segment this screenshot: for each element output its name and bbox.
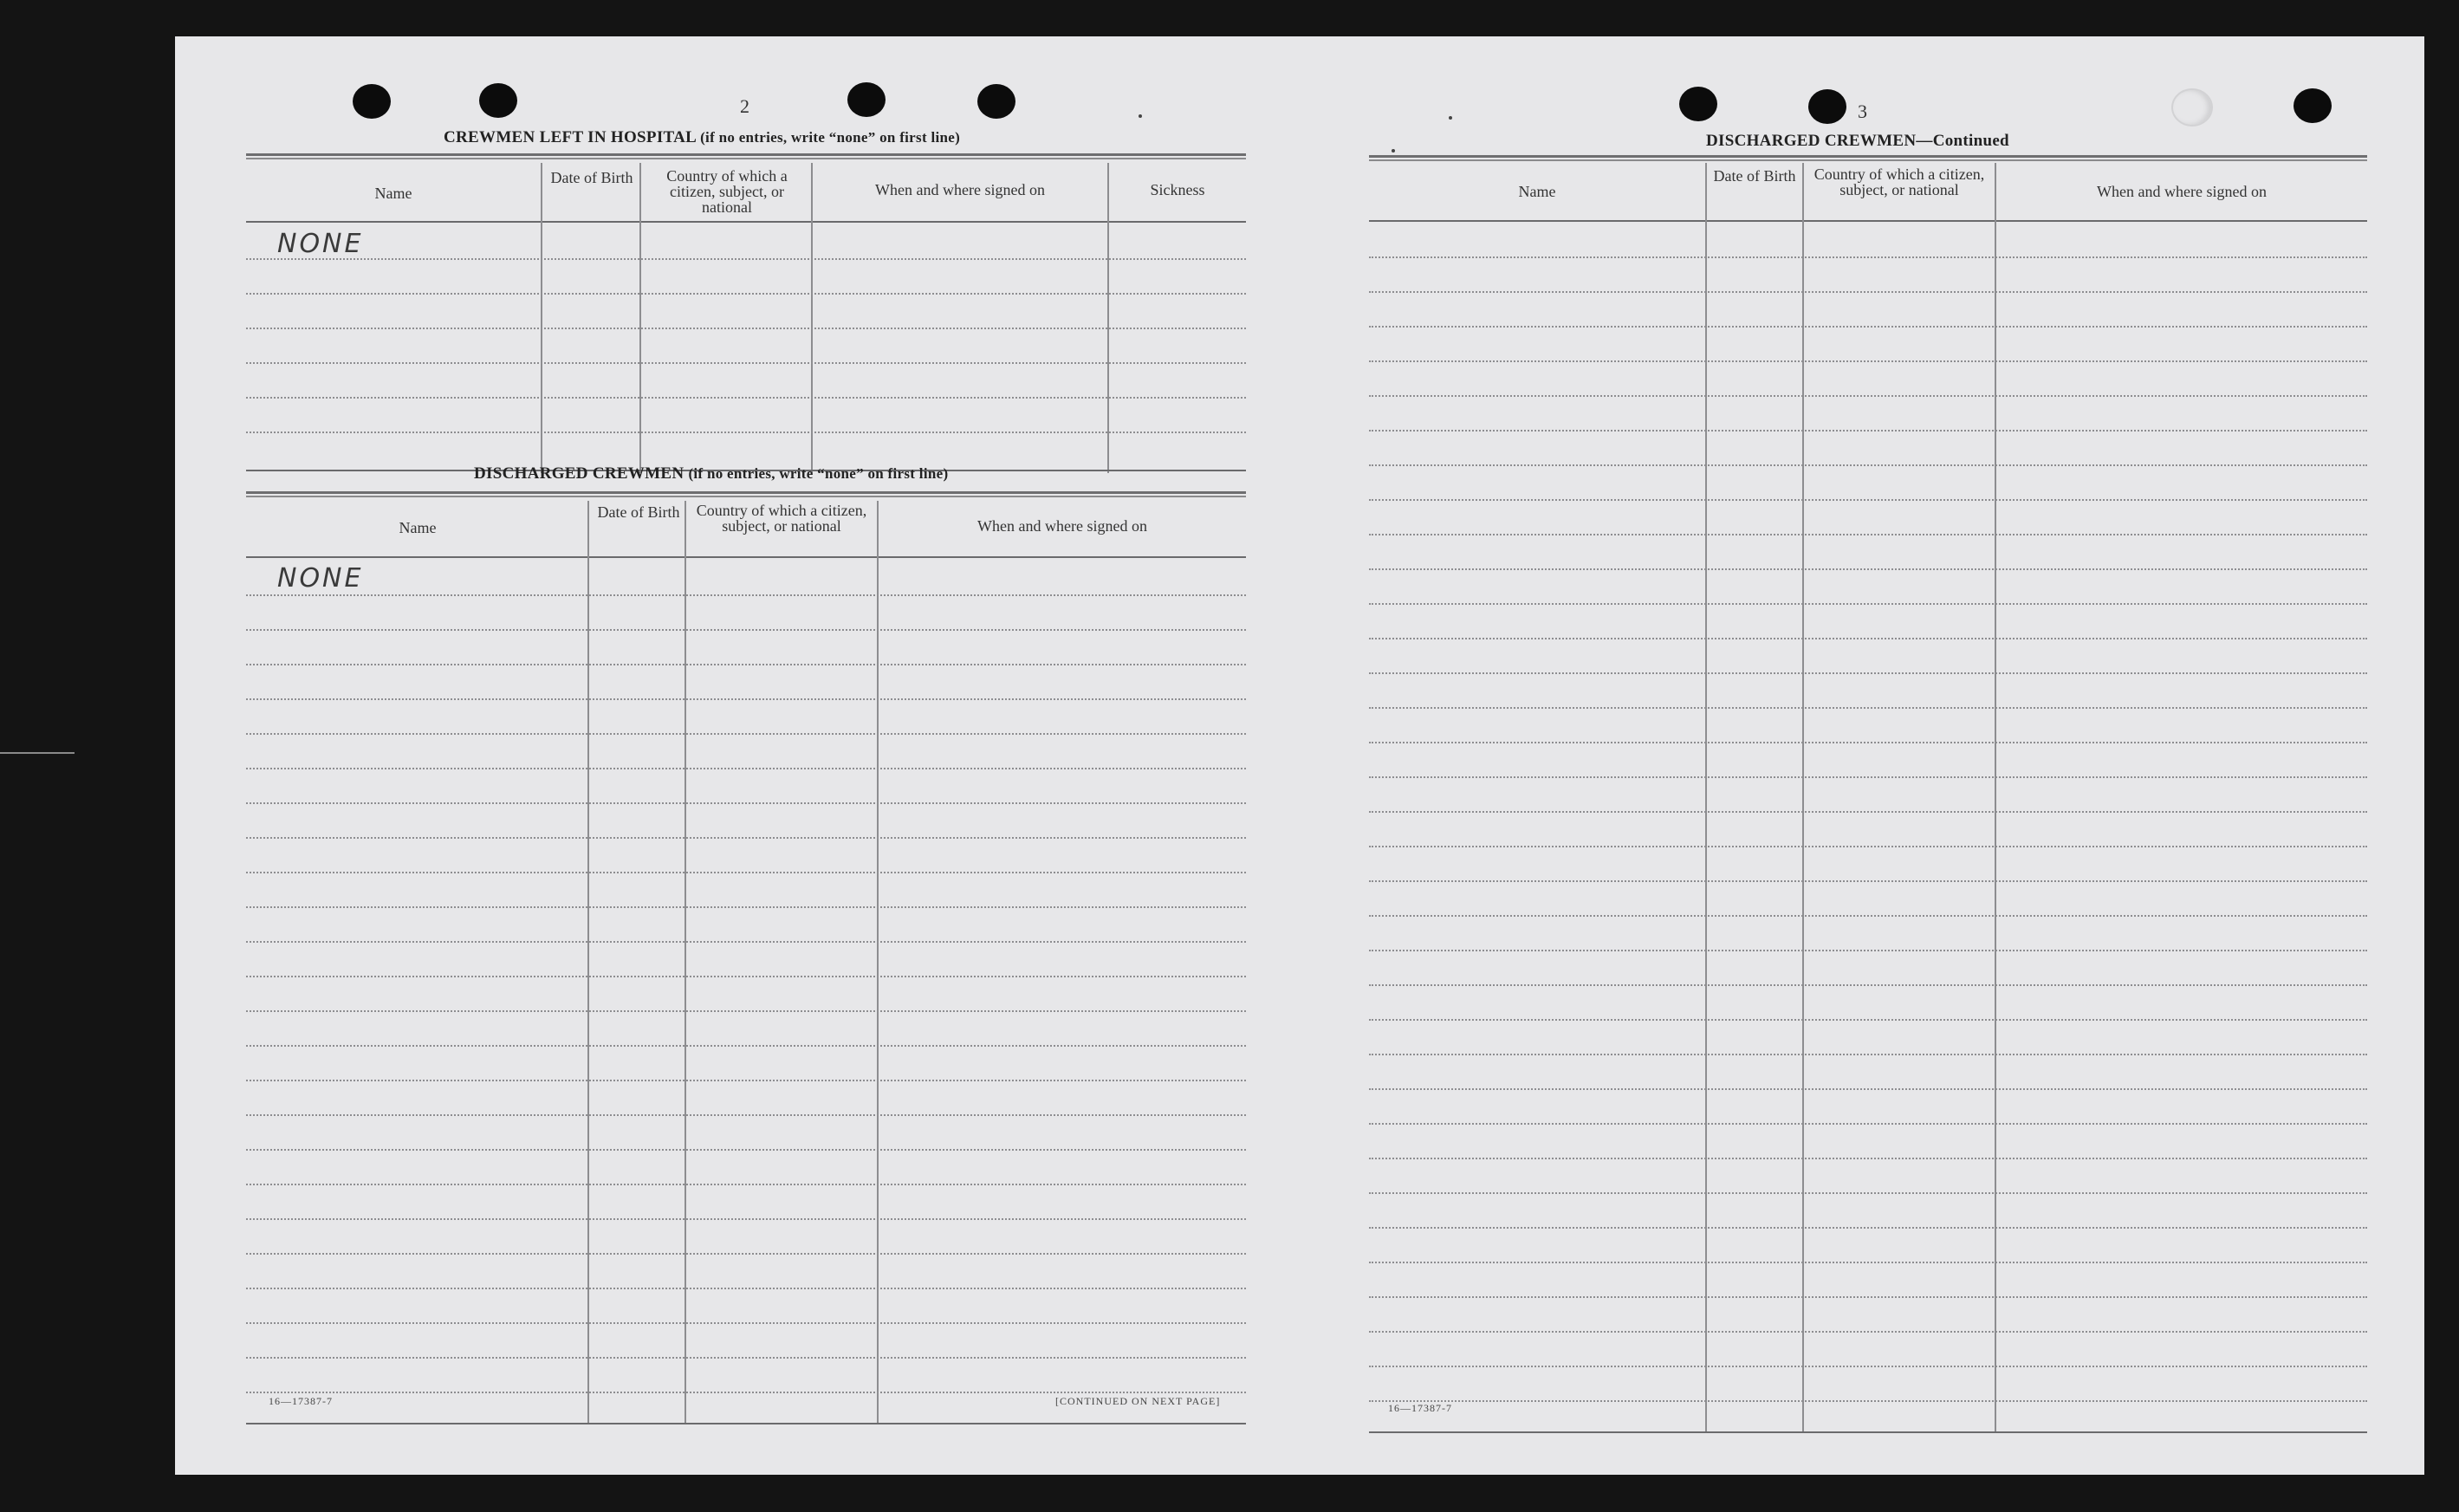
rule: [1369, 159, 2367, 161]
entry-line: [1369, 1296, 2367, 1298]
col-header-country: Country of which a citizen, subject, or national: [696, 502, 867, 535]
entry-line: [246, 258, 1246, 260]
entry-line: [1369, 880, 2367, 882]
form-number-left: 16—17387-7: [269, 1395, 333, 1407]
document-spread: [175, 36, 2424, 1475]
entry-line: [246, 802, 1246, 804]
discharged-instruction: (if no entries, write “none” on first line): [688, 465, 949, 482]
entry-line: [246, 837, 1246, 839]
discharged-title-text: DISCHARGED CREWMEN: [474, 464, 684, 483]
column-divider: [1107, 163, 1109, 473]
entry-line: [1369, 984, 2367, 986]
continued-note: [CONTINUED ON NEXT PAGE]: [1055, 1395, 1221, 1407]
punch-hole: [1808, 89, 1846, 124]
col-header-signed-on: When and where signed on: [977, 517, 1147, 535]
column-divider: [1995, 163, 1996, 1433]
punch-hole: [2171, 88, 2213, 127]
header-underline: [246, 221, 1246, 223]
entry-line: [1369, 1366, 2367, 1367]
header-underline: [1369, 220, 2367, 222]
col-header-sickness: Sickness: [1150, 181, 1205, 198]
entry-line: [1369, 534, 2367, 535]
column-divider: [639, 163, 641, 473]
entry-line: [1369, 1331, 2367, 1333]
entry-line: [246, 698, 1246, 700]
entry-line: [1369, 1088, 2367, 1090]
col-header-dob: Date of Birth: [550, 169, 633, 186]
entry-line: [1369, 776, 2367, 778]
hospital-section-title: [444, 128, 960, 147]
entry-line: [246, 768, 1246, 769]
col-header-name: Name: [1518, 183, 1556, 200]
rule: [246, 158, 1246, 159]
entry-line: [1369, 846, 2367, 847]
punch-hole: [977, 84, 1015, 119]
column-divider: [1705, 163, 1707, 1433]
entry-line: [246, 1322, 1246, 1324]
entry-line: [1369, 1158, 2367, 1159]
punch-hole: [353, 84, 391, 119]
entry-line: [246, 664, 1246, 665]
entry-line: [1369, 1400, 2367, 1402]
punch-hole: [2294, 88, 2332, 123]
col-header-signed-on: When and where signed on: [875, 181, 1045, 198]
entry-line: [246, 976, 1246, 977]
continued-suffix: —Continued: [1916, 132, 2009, 150]
entry-line: [246, 328, 1246, 329]
discharged-section-title: [474, 464, 948, 483]
margin-mark: [0, 752, 75, 754]
entry-line: [246, 397, 1246, 399]
col-header-country: Country of which a citizen, subject, or national: [1813, 165, 1985, 198]
entry-line: [1369, 811, 2367, 813]
column-divider: [877, 501, 879, 1423]
entry-line: [246, 1149, 1246, 1151]
entry-line: [246, 872, 1246, 873]
punch-hole: [1679, 87, 1717, 121]
page-number-left: 2: [740, 95, 749, 117]
entry-line: [246, 1114, 1246, 1116]
column-divider: [1802, 163, 1804, 1433]
col-header-name: Name: [374, 185, 412, 202]
entry-line: [1369, 1227, 2367, 1229]
speck: [1392, 149, 1395, 152]
entry-line: [1369, 395, 2367, 397]
entry-line: [1369, 742, 2367, 743]
col-header-signed-on: When and where signed on: [2097, 183, 2267, 200]
rule: [246, 153, 1246, 156]
entry-line: [1369, 1192, 2367, 1194]
entry-line: [1369, 1019, 2367, 1021]
table-bottom: [1369, 1431, 2367, 1433]
table-bottom: [246, 1423, 1246, 1424]
handwritten-entry: NONE: [277, 563, 364, 594]
entry-line: [1369, 603, 2367, 605]
col-header-dob: Date of Birth: [597, 503, 680, 521]
column-divider: [811, 163, 813, 473]
col-header-country: Country of which a citizen, subject, or national: [666, 167, 788, 216]
entry-line: [246, 733, 1246, 735]
entry-line: [246, 1184, 1246, 1185]
entry-line: [1369, 950, 2367, 951]
entry-line: [1369, 638, 2367, 639]
col-header-dob: Date of Birth: [1713, 167, 1796, 185]
rule: [246, 491, 1246, 494]
form-number-right: 16—17387-7: [1388, 1402, 1452, 1414]
entry-line: [246, 629, 1246, 631]
entry-line: [1369, 430, 2367, 432]
rule: [1369, 155, 2367, 158]
entry-line: [246, 1253, 1246, 1255]
entry-line: [246, 1045, 1246, 1047]
column-divider: [684, 501, 686, 1423]
entry-line: [246, 594, 1246, 596]
column-divider: [587, 501, 589, 1423]
entry-line: [1369, 1054, 2367, 1055]
speck: [1449, 116, 1452, 120]
entry-line: [1369, 499, 2367, 501]
punch-hole: [479, 83, 517, 118]
entry-line: [1369, 568, 2367, 570]
speck: [1139, 114, 1142, 118]
entry-line: [1369, 291, 2367, 293]
entry-line: [1369, 326, 2367, 328]
continued-title-text: DISCHARGED CREWMEN: [1706, 132, 1917, 150]
entry-line: [246, 1218, 1246, 1220]
entry-line: [246, 1392, 1246, 1393]
punch-hole: [847, 82, 886, 117]
entry-line: [1369, 707, 2367, 709]
hospital-title-text: CREWMEN LEFT IN HOSPITAL: [444, 128, 697, 146]
entry-line: [246, 1010, 1246, 1012]
handwritten-entry: NONE: [277, 229, 364, 259]
entry-line: [1369, 1262, 2367, 1263]
entry-line: [1369, 1123, 2367, 1125]
entry-line: [246, 293, 1246, 295]
entry-line: [246, 906, 1246, 908]
continued-section-title: [1706, 132, 2009, 151]
entry-line: [246, 1288, 1246, 1289]
entry-line: [1369, 464, 2367, 466]
rule: [246, 496, 1246, 497]
col-header-name: Name: [399, 519, 437, 536]
entry-line: [1369, 256, 2367, 258]
entry-line: [246, 1080, 1246, 1081]
entry-line: [1369, 360, 2367, 362]
column-divider: [541, 163, 542, 473]
entry-line: [246, 362, 1246, 364]
entry-line: [246, 941, 1246, 943]
hospital-instruction: (if no entries, write “none” on first line): [700, 129, 961, 146]
header-underline: [246, 556, 1246, 558]
entry-line: [246, 1357, 1246, 1359]
entry-line: [1369, 915, 2367, 917]
entry-line: [246, 432, 1246, 433]
page-number-right: 3: [1858, 101, 1867, 122]
entry-line: [1369, 672, 2367, 674]
